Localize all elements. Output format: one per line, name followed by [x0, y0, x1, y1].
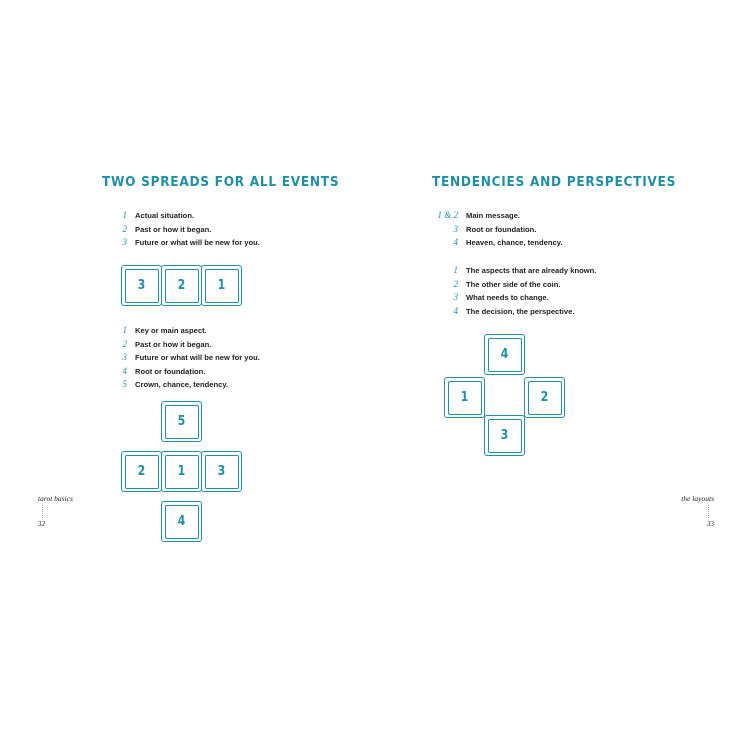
item-text: Future or what will be new for you. — [135, 238, 260, 248]
page-number: 32 — [38, 520, 45, 528]
item-number: 2 — [122, 223, 127, 234]
list-item — [122, 378, 260, 392]
item-number: 1 — [453, 265, 458, 275]
running-footer: the layouts — [681, 494, 714, 503]
item-text: Crown, chance, tendency. — [135, 380, 229, 390]
spread2-list — [122, 324, 260, 392]
card-number: 3 — [500, 428, 509, 443]
spread1-list — [122, 209, 260, 250]
card-number: 2 — [540, 390, 549, 405]
item-text: Future or what will be new for you. — [135, 353, 260, 363]
item-number: 1 & 2 — [437, 210, 458, 220]
item-text: Past or how it began. — [135, 339, 212, 349]
item-number: 1 — [122, 325, 127, 335]
main-message-list — [437, 209, 563, 250]
card-number: 1 — [460, 390, 469, 405]
list-item — [437, 209, 563, 223]
item-number: 3 — [453, 223, 458, 234]
item-text: What needs to change. — [466, 293, 549, 303]
list-item — [453, 223, 563, 237]
list-item — [122, 365, 260, 379]
item-number: 4 — [453, 237, 458, 248]
tarot-card-1 — [161, 451, 202, 492]
item-text: Key or main aspect. — [135, 326, 207, 335]
list-item — [453, 278, 596, 292]
right-folio — [681, 494, 714, 528]
tarot-card-1 — [444, 377, 485, 418]
card-number: 4 — [500, 347, 509, 362]
tarot-card-4 — [161, 501, 202, 542]
tarot-card-3 — [121, 265, 162, 306]
item-text: Actual situation. — [135, 211, 195, 220]
aspects-list — [453, 264, 597, 318]
page-number: 33 — [707, 520, 714, 528]
list-item — [122, 209, 260, 223]
item-number: 5 — [122, 379, 127, 390]
list-item — [453, 291, 596, 305]
tarot-card-3 — [201, 451, 242, 492]
card-number: 1 — [217, 278, 226, 293]
list-item — [453, 264, 597, 278]
tarot-card-2 — [524, 377, 565, 418]
item-text: Root or foundation. — [135, 366, 206, 376]
list-item — [122, 223, 260, 237]
tarot-card-1 — [201, 265, 242, 306]
list-item — [122, 324, 260, 338]
item-number: 4 — [122, 365, 127, 376]
list-item — [122, 236, 260, 250]
running-footer: tarot basics — [38, 494, 73, 503]
list-item — [122, 338, 260, 352]
item-number: 1 — [122, 210, 127, 220]
item-text: The other side of the coin. — [466, 279, 561, 289]
card-number: 2 — [137, 464, 146, 479]
card-number: 4 — [177, 514, 186, 529]
left-folio — [38, 494, 73, 528]
right-page-title: TENDENCIES AND PERSPECTIVES — [432, 174, 677, 190]
card-number: 5 — [177, 414, 186, 429]
item-number: 3 — [122, 237, 127, 248]
card-number: 3 — [217, 464, 226, 479]
card-number: 3 — [137, 278, 146, 293]
left-page-title: TWO SPREADS FOR ALL EVENTS — [102, 174, 340, 190]
item-number: 3 — [122, 352, 127, 363]
card-number: 2 — [177, 278, 186, 293]
dotted-divider — [708, 505, 710, 518]
list-item — [453, 305, 596, 319]
tarot-card-2 — [121, 451, 162, 492]
tarot-card-2 — [161, 265, 202, 306]
item-text: The decision, the perspective. — [466, 306, 575, 316]
item-text: Heaven, chance, tendency. — [466, 238, 563, 248]
item-number: 2 — [453, 278, 458, 289]
item-number: 4 — [453, 305, 458, 316]
item-text: Past or how it began. — [135, 224, 212, 234]
tarot-card-4 — [484, 334, 525, 375]
list-item — [453, 236, 563, 250]
item-number: 3 — [453, 292, 458, 303]
item-text: The aspects that are already known. — [466, 266, 597, 275]
tarot-card-5 — [161, 401, 202, 442]
right-page — [375, 0, 750, 750]
tarot-card-3 — [484, 415, 525, 456]
dotted-divider — [42, 505, 44, 518]
card-number: 1 — [177, 464, 186, 479]
item-text: Main message. — [466, 211, 521, 220]
item-text: Root or foundation. — [466, 224, 537, 234]
list-item — [122, 351, 260, 365]
item-number: 2 — [122, 338, 127, 349]
